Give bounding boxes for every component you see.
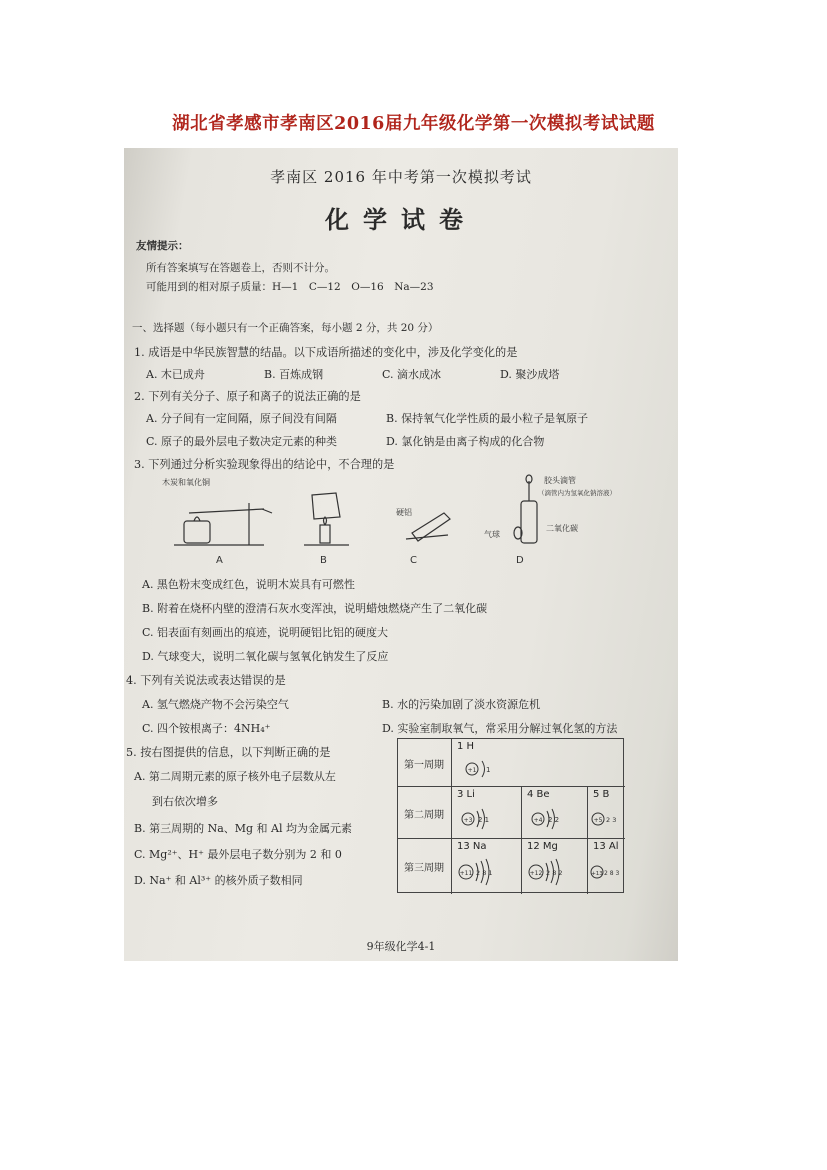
- element-label: 12 Mg: [527, 841, 558, 852]
- question-5-stem: 5. 按右图提供的信息，以下判断正确的是: [126, 746, 331, 759]
- figure-d-gas-label: 二氧化碳: [546, 524, 578, 533]
- atom-diagram: [528, 805, 584, 833]
- q1-option-a: A. 木已成舟: [146, 368, 205, 381]
- q5-option-d: D. Na⁺ 和 Al³⁺ 的核外质子数相同: [134, 874, 303, 887]
- element-cell: [522, 839, 588, 894]
- element-label: 13 Al: [593, 841, 619, 852]
- question-4-stem: 4. 下列有关说法或表达错误的是: [126, 674, 286, 687]
- q3-option-d: D. 气球变大，说明二氧化碳与氢氧化钠发生了反应: [142, 650, 389, 663]
- q5-option-a: A. 第二周期元素的原子核外电子层数从左: [134, 770, 336, 783]
- row-label: 第三周期: [404, 863, 444, 874]
- q5-option-b: B. 第三周期的 Na、Mg 和 Al 均为金属元素: [134, 822, 353, 835]
- svg-text:+12: +12: [529, 870, 543, 877]
- svg-text:+1: +1: [467, 767, 477, 774]
- element-cell: [588, 787, 625, 839]
- q1-option-d: D. 聚沙成塔: [500, 368, 560, 381]
- tip-line-1: 所有答案填写在答题卷上，否则不计分。: [146, 262, 335, 274]
- element-label: 3 Li: [457, 789, 475, 800]
- svg-text:+4: +4: [533, 817, 543, 824]
- tips-label: 友情提示：: [136, 240, 189, 252]
- q2-option-b: B. 保持氧气化学性质的最小粒子是氧原子: [386, 412, 589, 425]
- figure-letter-a: A: [216, 555, 223, 566]
- exam-header: 孝南区 2016 年中考第一次模拟考试: [270, 168, 532, 186]
- q3-option-a: A. 黑色粉末变成红色，说明木炭具有可燃性: [142, 578, 355, 591]
- table-row: [398, 787, 625, 839]
- figure-letter-d: D: [516, 555, 524, 566]
- q1-option-c: C. 滴水成冰: [382, 368, 442, 381]
- svg-text:2 8 2: 2 8 2: [546, 869, 563, 877]
- tip-line-2: 可能用到的相对原子质量：H—1 C—12 O—16 Na—23: [146, 281, 434, 293]
- svg-text:+11: +11: [459, 870, 473, 877]
- q2-option-c: C. 原子的最外层电子数决定元素的种类: [146, 435, 338, 448]
- question-3-stem: 3. 下列通过分析实验现象得出的结论中，不合理的是: [134, 458, 395, 471]
- element-label: 4 Be: [527, 789, 550, 800]
- element-cell: [588, 839, 625, 894]
- svg-text:2 1: 2 1: [478, 816, 490, 824]
- table-row: [398, 739, 625, 787]
- svg-text:+3: +3: [463, 817, 473, 824]
- element-cell: [522, 787, 588, 839]
- svg-text:+5: +5: [593, 817, 603, 824]
- svg-text:2 2: 2 2: [548, 816, 560, 824]
- element-cell: [452, 839, 522, 894]
- q4-option-b: B. 水的污染加剧了淡水资源危机: [382, 698, 541, 711]
- figure-d-dropper-note: （滴管内为氢氧化钠溶液）: [538, 489, 616, 497]
- q5-option-c: C. Mg²⁺、H⁺ 最外层电子数分别为 2 和 0: [134, 848, 342, 861]
- element-label: 1 H: [457, 741, 475, 752]
- exam-title: 化学试卷: [325, 206, 477, 234]
- q4-option-d: D. 实验室制取氧气，常采用分解过氧化氢的方法: [382, 722, 618, 735]
- q1-option-b: B. 百炼成钢: [264, 368, 324, 381]
- element-label: 13 Na: [457, 841, 487, 852]
- q3-option-c: C. 铝表面有刻画出的痕迹，说明硬铝比铝的硬度大: [142, 626, 389, 639]
- table-row: [398, 839, 625, 894]
- q3-option-b: B. 附着在烧杯内壁的澄清石灰水变浑浊，说明蜡烛燃烧产生了二氧化碳: [142, 602, 488, 615]
- atom-diagram: [526, 857, 586, 887]
- figure-letter-c: C: [410, 555, 417, 566]
- atom-diagram: [589, 857, 625, 887]
- atom-diagram: [590, 805, 624, 833]
- question-2-stem: 2. 下列有关分子、原子和离子的说法正确的是: [134, 390, 361, 403]
- row-label: 第二周期: [404, 810, 444, 821]
- q2-option-a: A. 分子间有一定间隔，原子间没有间隔: [146, 412, 337, 425]
- figure-a-caption: 木炭和氧化铜: [162, 478, 210, 487]
- page-footer: 9年级化学4-1: [366, 940, 436, 953]
- exam-photo: [124, 148, 678, 961]
- document-title: 湖北省孝感市孝南区2016届九年级化学第一次模拟考试试题: [172, 114, 655, 134]
- figure-d-dropper-label: 胶头滴管: [544, 476, 576, 485]
- section-heading: 一、选择题（每小题只有一个正确答案，每小题 2 分，共 20 分）: [132, 322, 439, 334]
- figure-c-caption: 硬铝: [396, 508, 412, 517]
- q5-option-a-cont: 到右依次增多: [152, 795, 218, 808]
- element-cell: [452, 739, 550, 787]
- svg-text:2 3: 2 3: [606, 816, 617, 824]
- element-cell: [452, 787, 522, 839]
- svg-text:+13: +13: [591, 871, 603, 877]
- figure-d-balloon-label: 气球: [484, 530, 500, 539]
- atom-diagram: [458, 805, 518, 833]
- svg-text:1: 1: [486, 766, 491, 774]
- svg-text:2 8 1: 2 8 1: [476, 869, 493, 877]
- atom-diagram: [462, 755, 522, 783]
- experiment-figures: [154, 473, 634, 568]
- atom-diagram: [456, 857, 520, 887]
- periodic-table: [397, 738, 624, 893]
- question-1-stem: 1. 成语是中华民族智慧的结晶。以下成语所描述的变化中，涉及化学变化的是: [134, 346, 518, 359]
- figure-letter-b: B: [320, 555, 327, 566]
- element-label: 5 B: [593, 789, 610, 800]
- q2-option-d: D. 氯化钠是由离子构成的化合物: [386, 435, 545, 448]
- q4-option-c: C. 四个铵根离子：4NH₄⁺: [142, 722, 271, 735]
- svg-text:2 8 3: 2 8 3: [604, 870, 620, 877]
- q4-option-a: A. 氢气燃烧产物不会污染空气: [142, 698, 289, 711]
- row-label: 第一周期: [404, 760, 444, 771]
